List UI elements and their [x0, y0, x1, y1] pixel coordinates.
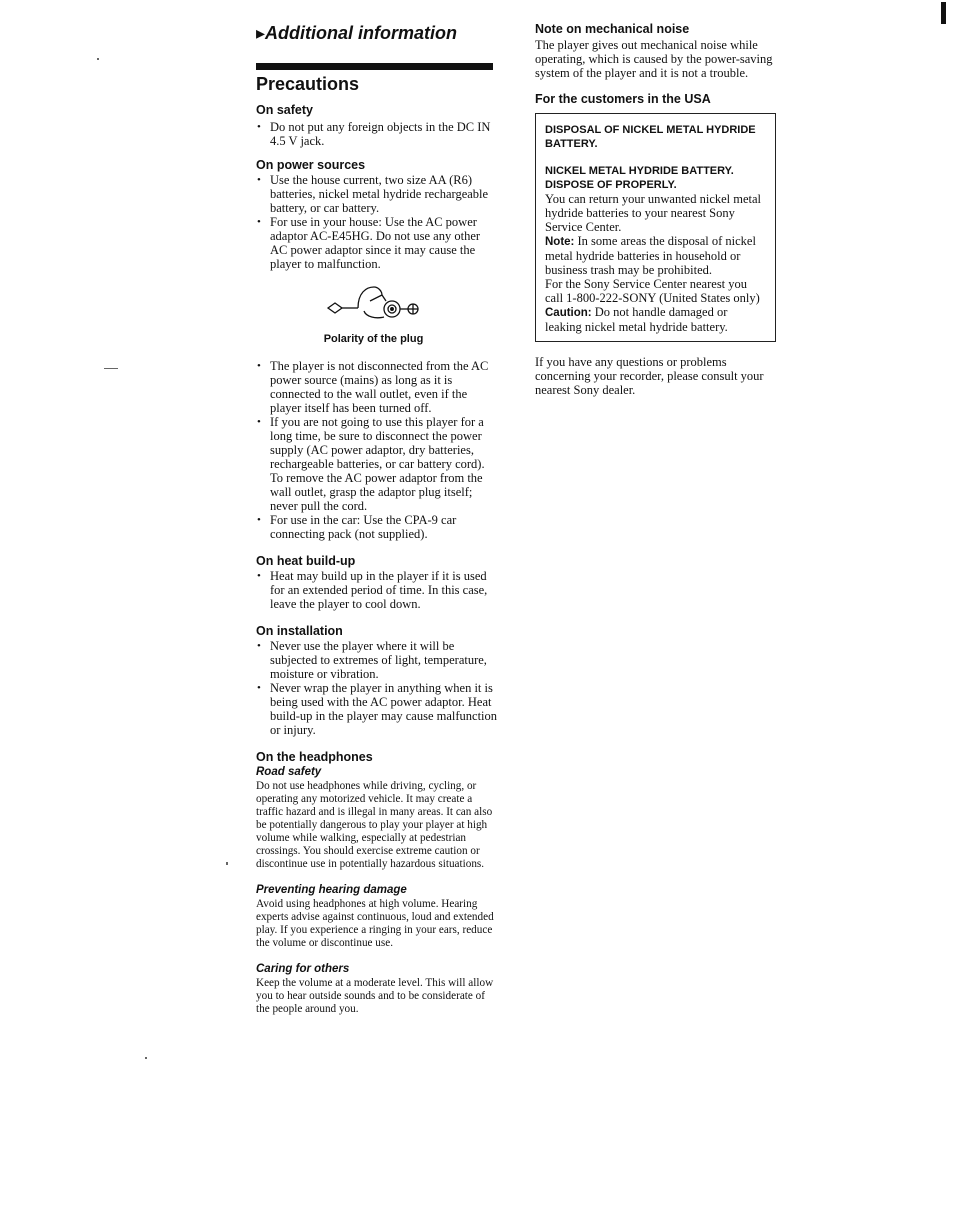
scan-speck — [104, 368, 118, 369]
page-title: Precautions — [256, 74, 360, 94]
list-item: • The player is not disconnected from the AC power source (mains) as long as it is connected to the wall outlet, even if the player itself has been turned off. — [256, 359, 498, 415]
noise-heading: Note on mechanical noise — [535, 22, 690, 36]
usa-heading: For the customers in the USA — [535, 92, 711, 106]
page-edge-mark — [941, 2, 946, 24]
service-center-text: For the Sony Service Center nearest you call 1-800-222-SONY (United States only) — [545, 277, 760, 305]
heat-heading: On heat build-up — [256, 554, 356, 568]
heading-rule — [256, 63, 493, 70]
right-column — [535, 22, 777, 397]
list-item: • For use in your house: Use the AC power adaptor AC-E45HG. Do not use any other AC power adaptor since it may cause the player to malfunction. — [256, 215, 498, 271]
list-item: • Never wrap the player in anything when it is being used with the AC power adaptor. Heat build-up in the player may cause malfunction or injury. — [256, 681, 498, 737]
power-section — [256, 158, 498, 541]
caution-paragraph — [545, 305, 767, 334]
list-item: • If you are not going to use this player for a long time, be sure to disconnect the power supply (AC power adaptor, dry batteries, rechargeable batteries, or car battery cord). To remove the AC power adaptor from the wall outlet, grasp the adaptor plug itself; never pull the cord. — [256, 415, 498, 513]
scan-speck — [226, 862, 228, 865]
caution-text: Do not handle damaged or leaking nickel metal hydride battery. — [545, 305, 728, 334]
note-paragraph — [545, 234, 767, 277]
noise-text: The player gives out mechanical noise while operating, which is caused by the power-saving system of the player and it is not a trouble. — [535, 38, 773, 80]
caution-label: Caution: — [545, 307, 592, 319]
headphones-heading: On the headphones — [256, 750, 373, 764]
usa-section — [535, 92, 777, 397]
installation-heading: On installation — [256, 624, 343, 638]
installation-section — [256, 624, 498, 737]
noise-section — [535, 22, 777, 80]
disposal-title: DISPOSAL OF NICKEL METAL HYDRIDE BATTERY. — [545, 124, 756, 150]
heat-section — [256, 554, 498, 611]
note-text: In some areas the disposal of nickel metal hydride batteries in household or business trash may be prohibited. — [545, 234, 756, 277]
left-column — [256, 22, 498, 1016]
plug-polarity-figure — [256, 279, 491, 346]
safety-heading: On safety — [256, 103, 313, 117]
scan-speck — [97, 58, 99, 60]
road-safety-heading: Road safety — [256, 766, 322, 778]
hearing-heading: Preventing hearing damage — [256, 884, 407, 896]
return-text: You can return your unwanted nickel metal hydride batteries to your nearest Sony Service Center. — [545, 192, 762, 234]
hearing-text: Avoid using headphones at high volume. Hearing experts advise against continuous, loud and extended play. If you experience a ringing in your ears, reduce the volume or discontinue use. — [256, 898, 494, 949]
road-safety-text: Do not use headphones while driving, cycling, or operating any motorized vehicle. It may create a traffic hazard and is illegal in many areas. It can also be potentially dangerous to play your player at high volume while walking, especially at pedestrian crossings. You should exercise extreme caution or discontinue use in potentially hazardous situations. — [256, 780, 493, 870]
scan-speck — [145, 1057, 147, 1059]
battery-disposal-box — [535, 113, 776, 342]
plug-polarity-icon — [324, 279, 424, 325]
figure-caption: Polarity of the plug — [323, 333, 424, 345]
power-heading: On power sources — [256, 158, 366, 172]
headphones-section — [256, 750, 498, 1016]
list-item: • Do not put any foreign objects in the DC IN 4.5 V jack. — [256, 120, 498, 148]
disposal-subtitle: NICKEL METAL HYDRIDE BATTERY. DISPOSE OF PROPERLY. — [545, 165, 734, 191]
section-marker: ▸Additional information — [256, 23, 458, 43]
dealer-text: If you have any questions or problems concerning your recorder, please consult your nearest Sony dealer. — [535, 355, 764, 397]
note-label: Note: — [545, 236, 575, 248]
list-item: • Never use the player where it will be subjected to extremes of light, temperature, moisture or vibration. — [256, 639, 498, 681]
caring-text: Keep the volume at a moderate level. This will allow you to hear outside sounds and to be considerate of the people around you. — [256, 977, 494, 1015]
list-item: • Heat may build up in the player if it is used for an extended period of time. In this case, leave the player to cool down. — [256, 569, 498, 611]
caring-heading: Caring for others — [256, 963, 350, 975]
list-item: • Use the house current, two size AA (R6) batteries, nickel metal hydride rechargeable battery, or car battery. — [256, 173, 498, 215]
list-item: • For use in the car: Use the CPA-9 car connecting pack (not supplied). — [256, 513, 498, 541]
safety-section — [256, 103, 498, 148]
